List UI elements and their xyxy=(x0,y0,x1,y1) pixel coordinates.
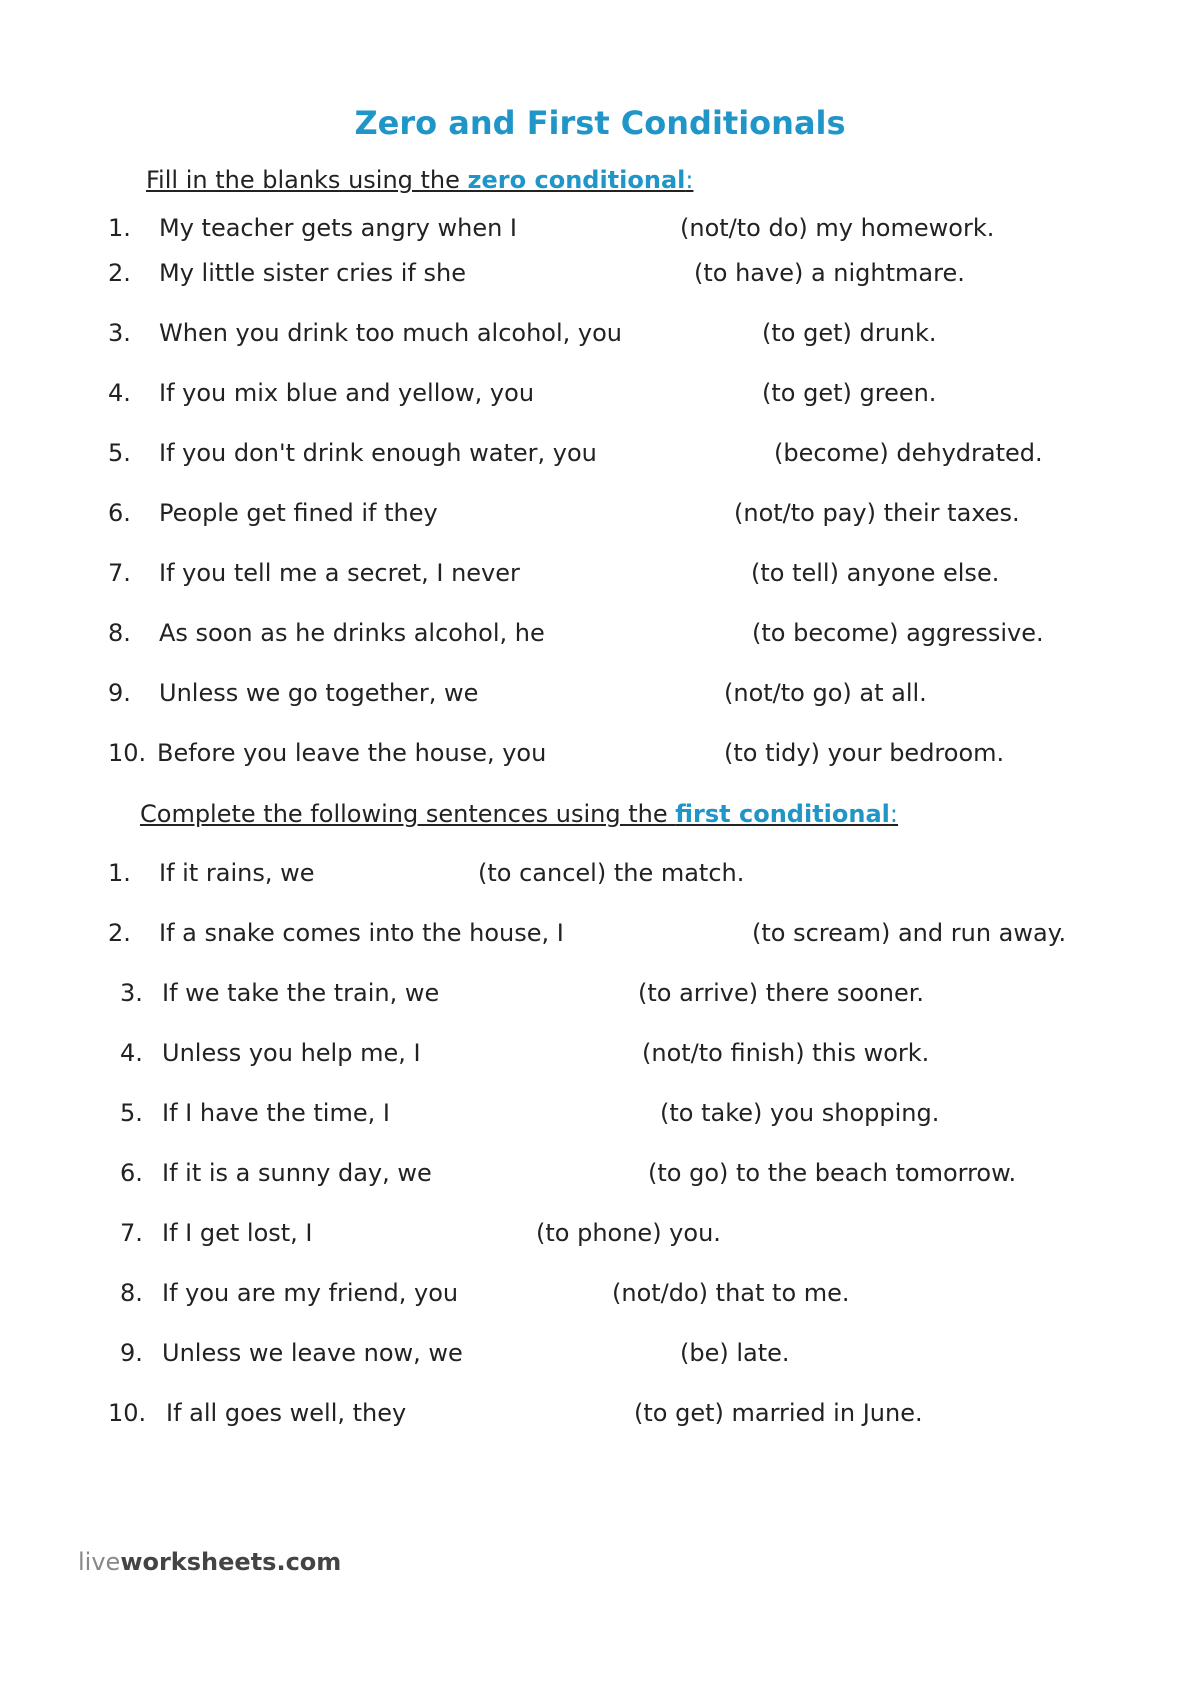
item-number: 3. xyxy=(108,319,131,347)
item-number: 6. xyxy=(108,499,131,527)
item-number: 4. xyxy=(108,379,131,407)
answer-blank[interactable] xyxy=(580,378,734,408)
item-number: 3. xyxy=(120,979,143,1007)
item-prompt: (to have) a nightmare. xyxy=(694,259,965,287)
answer-blank[interactable] xyxy=(500,498,654,528)
answer-blank[interactable] xyxy=(570,558,724,588)
item-stem: If it is a sunny day, we xyxy=(162,1159,432,1187)
logo-prefix: live xyxy=(78,1548,121,1576)
item-stem: If it rains, we xyxy=(159,859,315,887)
item-number: 9. xyxy=(108,679,131,707)
section1-instruction-text: Fill in the blanks using the xyxy=(146,166,468,194)
answer-blank[interactable] xyxy=(472,978,626,1008)
item-number: 8. xyxy=(108,619,131,647)
item-number: 5. xyxy=(108,439,131,467)
item-number: 4. xyxy=(120,1039,143,1067)
liveworksheets-logo xyxy=(78,1548,341,1576)
item-stem: People get fined if they xyxy=(159,499,438,527)
item-stem: As soon as he drinks alcohol, he xyxy=(159,619,545,647)
item-stem: My little sister cries if she xyxy=(159,259,466,287)
item-number: 5. xyxy=(120,1099,143,1127)
item-stem: Unless we go together, we xyxy=(159,679,479,707)
item-stem: If all goes well, they xyxy=(166,1399,407,1427)
answer-blank[interactable] xyxy=(365,1218,519,1248)
item-number: 7. xyxy=(120,1219,143,1247)
item-stem: Unless we leave now, we xyxy=(162,1339,463,1367)
answer-blank[interactable] xyxy=(600,918,754,948)
answer-blank[interactable] xyxy=(620,318,774,348)
logo-brand: worksheets.com xyxy=(120,1548,342,1576)
answer-blank[interactable] xyxy=(430,1398,584,1428)
item-prompt: (to tidy) your bedroom. xyxy=(724,739,1005,767)
item-number: 10. xyxy=(108,739,147,767)
item-stem: My teacher gets angry when I xyxy=(159,214,518,242)
item-prompt: (not/do) that to me. xyxy=(612,1279,850,1307)
answer-blank[interactable] xyxy=(340,858,494,888)
answer-blank[interactable] xyxy=(520,678,674,708)
item-number: 7. xyxy=(108,559,131,587)
item-stem: If you don't drink enough water, you xyxy=(159,439,597,467)
answer-blank[interactable] xyxy=(455,1038,609,1068)
item-stem: If I get lost, I xyxy=(162,1219,313,1247)
item-prompt: (to phone) you. xyxy=(536,1219,721,1247)
item-prompt: (become) dehydrated. xyxy=(774,439,1043,467)
answer-blank[interactable] xyxy=(470,1338,624,1368)
section2-instruction xyxy=(140,800,898,828)
item-prompt: (not/to do) my homework. xyxy=(680,214,995,242)
answer-blank[interactable] xyxy=(620,438,774,468)
item-prompt: (to get) drunk. xyxy=(762,319,937,347)
item-prompt: (not/to pay) their taxes. xyxy=(734,499,1020,527)
answer-blank[interactable] xyxy=(590,618,744,648)
item-stem: Before you leave the house, you xyxy=(157,739,547,767)
item-prompt: (to tell) anyone else. xyxy=(751,559,1000,587)
item-number: 9. xyxy=(120,1339,143,1367)
item-stem: When you drink too much alcohol, you xyxy=(159,319,622,347)
item-stem: If you tell me a secret, I never xyxy=(159,559,520,587)
answer-blank[interactable] xyxy=(440,1098,594,1128)
section2-instruction-text: Complete the following sentences using the xyxy=(140,800,676,828)
item-stem: If you mix blue and yellow, you xyxy=(159,379,535,407)
item-prompt: (to arrive) there sooner. xyxy=(638,979,924,1007)
item-number: 2. xyxy=(108,259,131,287)
section2-instruction-colon: : xyxy=(889,800,898,828)
item-number: 8. xyxy=(120,1279,143,1307)
item-prompt: (not/to go) at all. xyxy=(724,679,927,707)
page-title: Zero and First Conditionals xyxy=(354,104,846,142)
item-number: 10. xyxy=(108,1399,147,1427)
section1-instruction-colon: : xyxy=(685,166,694,194)
item-prompt: (to cancel) the match. xyxy=(478,859,745,887)
item-prompt: (be) late. xyxy=(680,1339,790,1367)
item-prompt: (to go) to the beach tomorrow. xyxy=(648,1159,1017,1187)
item-stem: If I have the time, I xyxy=(162,1099,390,1127)
item-prompt: (to get) married in June. xyxy=(634,1399,923,1427)
item-prompt: (not/to finish) this work. xyxy=(642,1039,930,1067)
item-number: 2. xyxy=(108,919,131,947)
item-prompt: (to scream) and run away. xyxy=(752,919,1067,947)
answer-blank[interactable] xyxy=(470,1158,624,1188)
answer-blank[interactable] xyxy=(570,738,724,768)
section1-instruction xyxy=(146,166,693,194)
item-prompt: (to become) aggressive. xyxy=(752,619,1044,647)
item-prompt: (to take) you shopping. xyxy=(660,1099,940,1127)
item-number: 1. xyxy=(108,859,131,887)
item-number: 1. xyxy=(108,214,131,242)
item-stem: If a snake comes into the house, I xyxy=(159,919,564,947)
item-stem: Unless you help me, I xyxy=(162,1039,421,1067)
answer-blank[interactable] xyxy=(470,1278,624,1308)
item-prompt: (to get) green. xyxy=(762,379,937,407)
answer-blank[interactable] xyxy=(510,258,664,288)
answer-blank[interactable] xyxy=(540,213,694,243)
item-stem: If we take the train, we xyxy=(162,979,440,1007)
item-number: 6. xyxy=(120,1159,143,1187)
item-stem: If you are my friend, you xyxy=(162,1279,459,1307)
section1-instruction-keyword: zero conditional xyxy=(467,166,686,194)
section2-instruction-keyword: first conditional xyxy=(675,800,890,828)
